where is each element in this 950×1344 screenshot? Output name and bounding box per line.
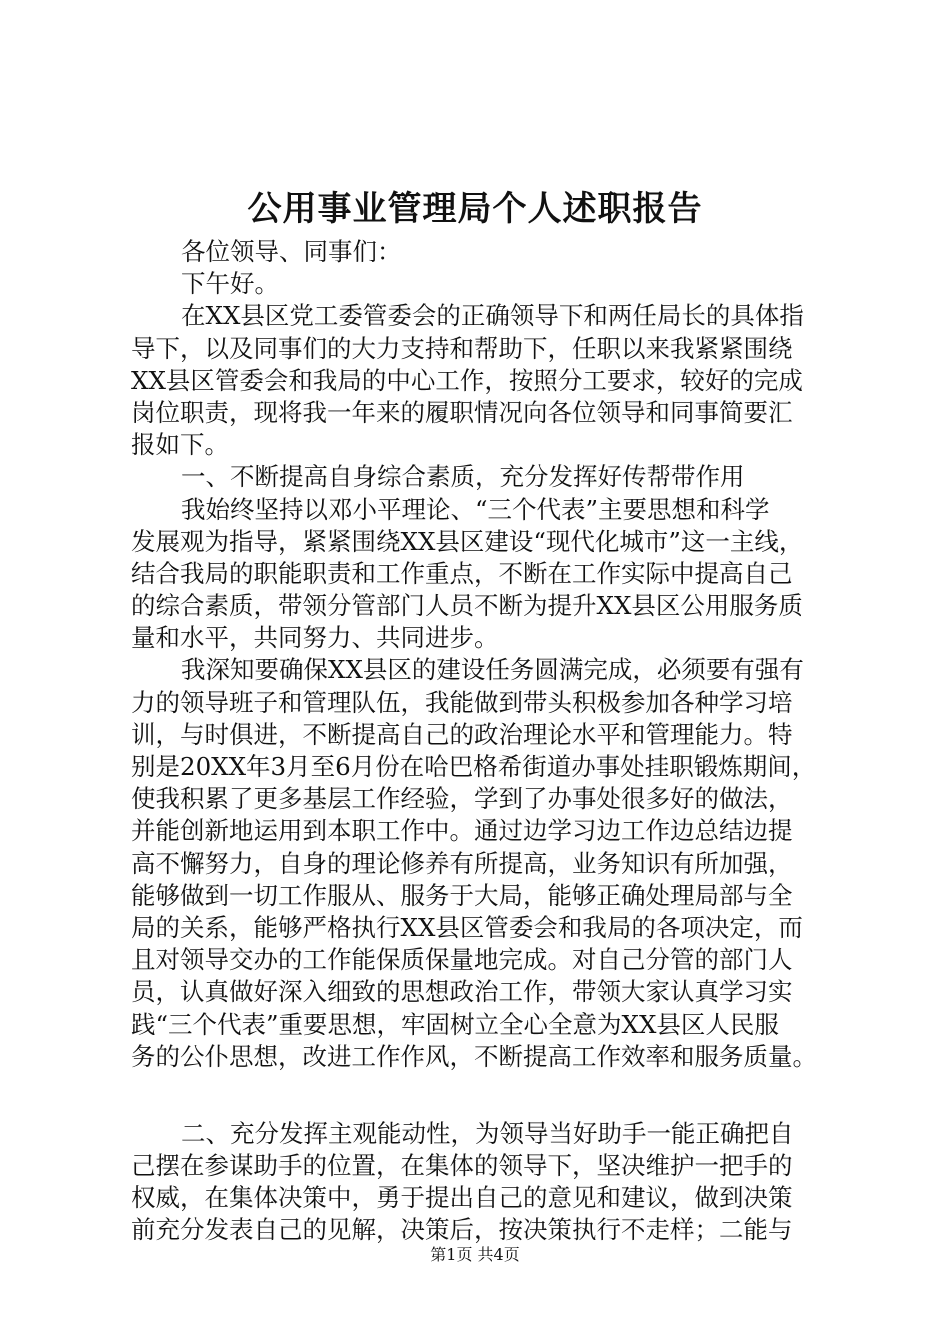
paragraph-line: 并能创新地运用到本职工作中。通过边学习边工作边总结边提: [131, 816, 793, 846]
paragraph-line: 在XX县区党工委管委会的正确领导下和两任局长的具体指: [181, 301, 804, 331]
paragraph-line: 报如下。: [131, 430, 229, 460]
salutation-line: 各位领导、同事们：: [181, 237, 402, 266]
paragraph-line: 权威，在集体决策中，勇于提出自己的意见和建议，做到决策: [131, 1183, 793, 1213]
paragraph-line: 务的公仆思想，改进工作作风，不断提高工作效率和服务质量。: [131, 1041, 817, 1071]
paragraph-line: 使我积累了更多基层工作经验，学到了办事处很多好的做法，: [131, 784, 793, 814]
paragraph-line: XX县区管委会和我局的中心工作，按照分工要求，较好的完成: [131, 365, 803, 395]
paragraph-line: 践“三个代表”重要思想，牢固树立全心全意为XX县区人民服: [131, 1009, 779, 1039]
paragraph-line: 岗位职责，现将我一年来的履职情况向各位领导和同事简要汇: [131, 397, 793, 427]
paragraph-gap: [131, 1073, 851, 1118]
document-body: [131, 236, 851, 1247]
paragraph-line: 训，与时俱进，不断提高自己的政治理论水平和管理能力。特: [131, 719, 793, 749]
section-heading-2: 二、充分发挥主观能动性，为领导当好助手一能正确把自: [181, 1118, 794, 1148]
paragraph-line: 己摆在参谋助手的位置，在集体的领导下，坚决维护一把手的: [131, 1151, 793, 1181]
paragraph-line: 且对领导交办的工作能保质保量地完成。对自己分管的部门人: [131, 945, 793, 975]
paragraph-line: 导下，以及同事们的大力支持和帮助下，任职以来我紧紧围绕: [131, 333, 793, 363]
paragraph-line: 前充分发表自己的见解，决策后，按决策执行不走样；二能与: [131, 1215, 793, 1245]
paragraph-line: 发展观为指导，紧紧围绕XX县区建设“现代化城市”这一主线，: [131, 526, 804, 556]
paragraph-line: 力的领导班子和管理队伍，我能做到带头积极参加各种学习培: [131, 687, 793, 717]
section-heading-1: 一、不断提高自身综合素质，充分发挥好传帮带作用: [181, 462, 745, 492]
paragraph-line: 别是20XX年3月至6月份在哈巴格希街道办事处挂职锻炼期间，: [131, 752, 817, 781]
greeting-line: 下午好。: [181, 269, 279, 299]
paragraph-line: 的综合素质，带领分管部门人员不断为提升XX县区公用服务质: [131, 591, 803, 621]
paragraph-line: 我始终坚持以邓小平理论、“三个代表”主要思想和科学: [181, 494, 770, 524]
paragraph-line: 高不懈努力，自身的理论修养有所提高，业务知识有所加强，: [131, 848, 793, 878]
page-footer: 第1页 共4页: [430, 1245, 520, 1264]
paragraph-line: 结合我局的职能职责和工作重点，不断在工作实际中提高自己: [131, 558, 793, 588]
paragraph-line: 局的关系，能够严格执行XX县区管委会和我局的各项决定，而: [131, 912, 803, 942]
document-title: 公用事业管理局个人述职报告: [247, 189, 703, 229]
paragraph-line: 量和水平，共同努力、共同进步。: [131, 623, 499, 653]
paragraph-line: 员，认真做好深入细致的思想政治工作，带领大家认真学习实: [131, 977, 793, 1007]
paragraph-line: 能够做到一切工作服从、服务于大局，能够正确处理局部与全: [131, 880, 793, 910]
paragraph-line: 我深知要确保XX县区的建设任务圆满完成，必须要有强有: [181, 655, 804, 685]
